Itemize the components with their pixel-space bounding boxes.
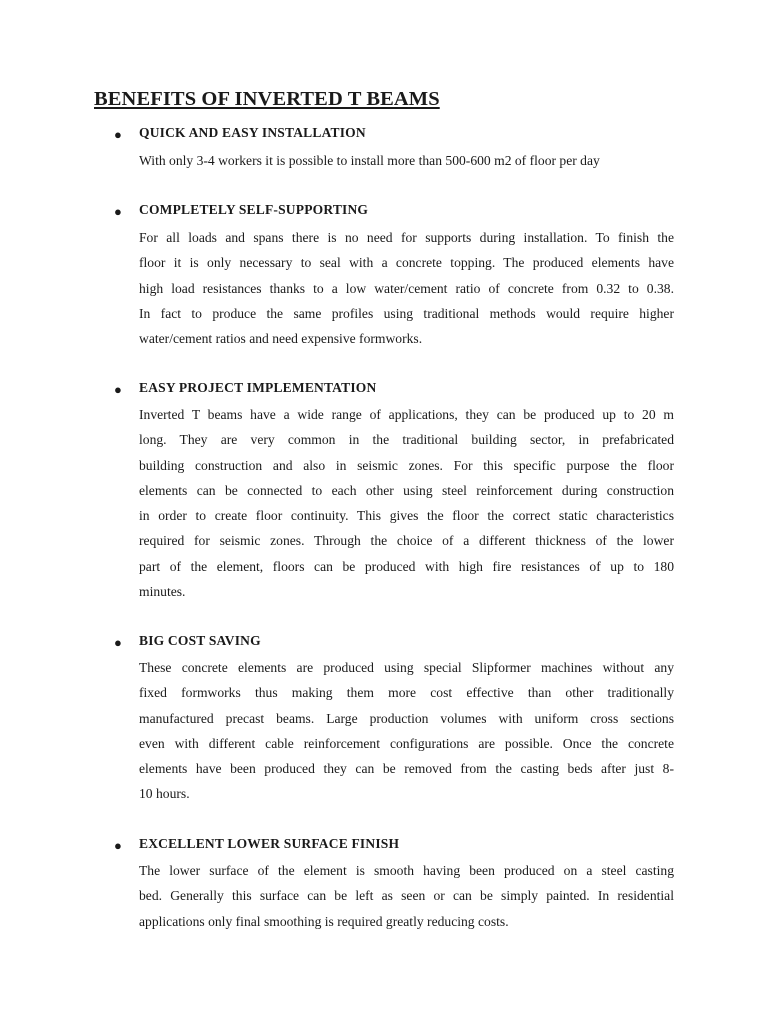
- body-line: manufactured precast beams. Large production volumes with uniform cross sections: [139, 710, 674, 726]
- bullet-icon: ●: [114, 635, 122, 650]
- body-line: long. They are very common in the traditional building sector, in prefabricated: [139, 432, 674, 448]
- body-line: water/cement ratios and need expensive formworks.: [139, 331, 423, 347]
- bullet-icon: ●: [114, 838, 122, 853]
- body-line: minutes.: [139, 584, 186, 600]
- body-line: elements can be connected to each other using steel reinforcement during construction: [139, 482, 674, 498]
- section-heading: BIG COST SAVING: [139, 633, 261, 648]
- body-line: in order to create floor continuity. This gives the floor the correct static characteristics: [139, 508, 674, 524]
- section-heading: EASY PROJECT IMPLEMENTATION: [139, 380, 377, 395]
- body-line: These concrete elements are produced using special Slipformer machines without any: [139, 660, 674, 675]
- section-body: [139, 148, 674, 173]
- body-line: Inverted T beams have a wide range of applications, they can be produced up to 20 m: [139, 407, 674, 422]
- section-body: [139, 402, 674, 604]
- bullet-icon: ●: [114, 382, 122, 397]
- body-line: In fact to produce the same profiles using traditional methods would require higher: [139, 305, 674, 321]
- body-line: part of the element, floors can be produced with high fire resistances of up to 180: [139, 558, 674, 574]
- body-line: 10 hours.: [139, 786, 190, 802]
- body-line: building construction and also in seismic zones. For this specific purpose the floor: [139, 457, 674, 473]
- section-body: [139, 225, 674, 351]
- body-line: elements have been produced they can be removed from the casting beds after just 8-: [139, 761, 674, 777]
- body-line: floor it is only necessary to seal with a concrete topping. The produced elements have: [139, 255, 674, 271]
- body-line: The lower surface of the element is smooth having been produced on a steel casting: [139, 863, 674, 878]
- bullet-icon: ●: [114, 127, 122, 142]
- section-body: [139, 655, 674, 807]
- body-line: applications only final smoothing is required greatly reducing costs.: [139, 913, 509, 929]
- bullet-icon: ●: [114, 204, 122, 219]
- body-line: With only 3-4 workers it is possible to install more than 500-600 m2 of floor per day: [139, 153, 600, 168]
- section-body: [139, 858, 674, 934]
- body-line: bed. Generally this surface can be left as seen or can be simply painted. In residential: [139, 888, 674, 904]
- body-line: For all loads and spans there is no need for supports during installation. To finish the: [139, 230, 674, 245]
- body-line: high load resistances thanks to a low water/cement ratio of concrete from 0.32 to 0.38.: [139, 280, 674, 296]
- body-line: even with different cable reinforcement configurations are possible. Once the concrete: [139, 735, 674, 751]
- body-line: required for seismic zones. Through the choice of a different thickness of the lower: [139, 533, 674, 549]
- section-heading: QUICK AND EASY INSTALLATION: [139, 125, 366, 140]
- body-line: fixed formworks thus making them more cost effective than other traditionally: [139, 685, 674, 701]
- section-heading: COMPLETELY SELF-SUPPORTING: [139, 202, 369, 217]
- document-title: BENEFITS OF INVERTED T BEAMS: [94, 88, 440, 110]
- section-heading: EXCELLENT LOWER SURFACE FINISH: [139, 836, 400, 851]
